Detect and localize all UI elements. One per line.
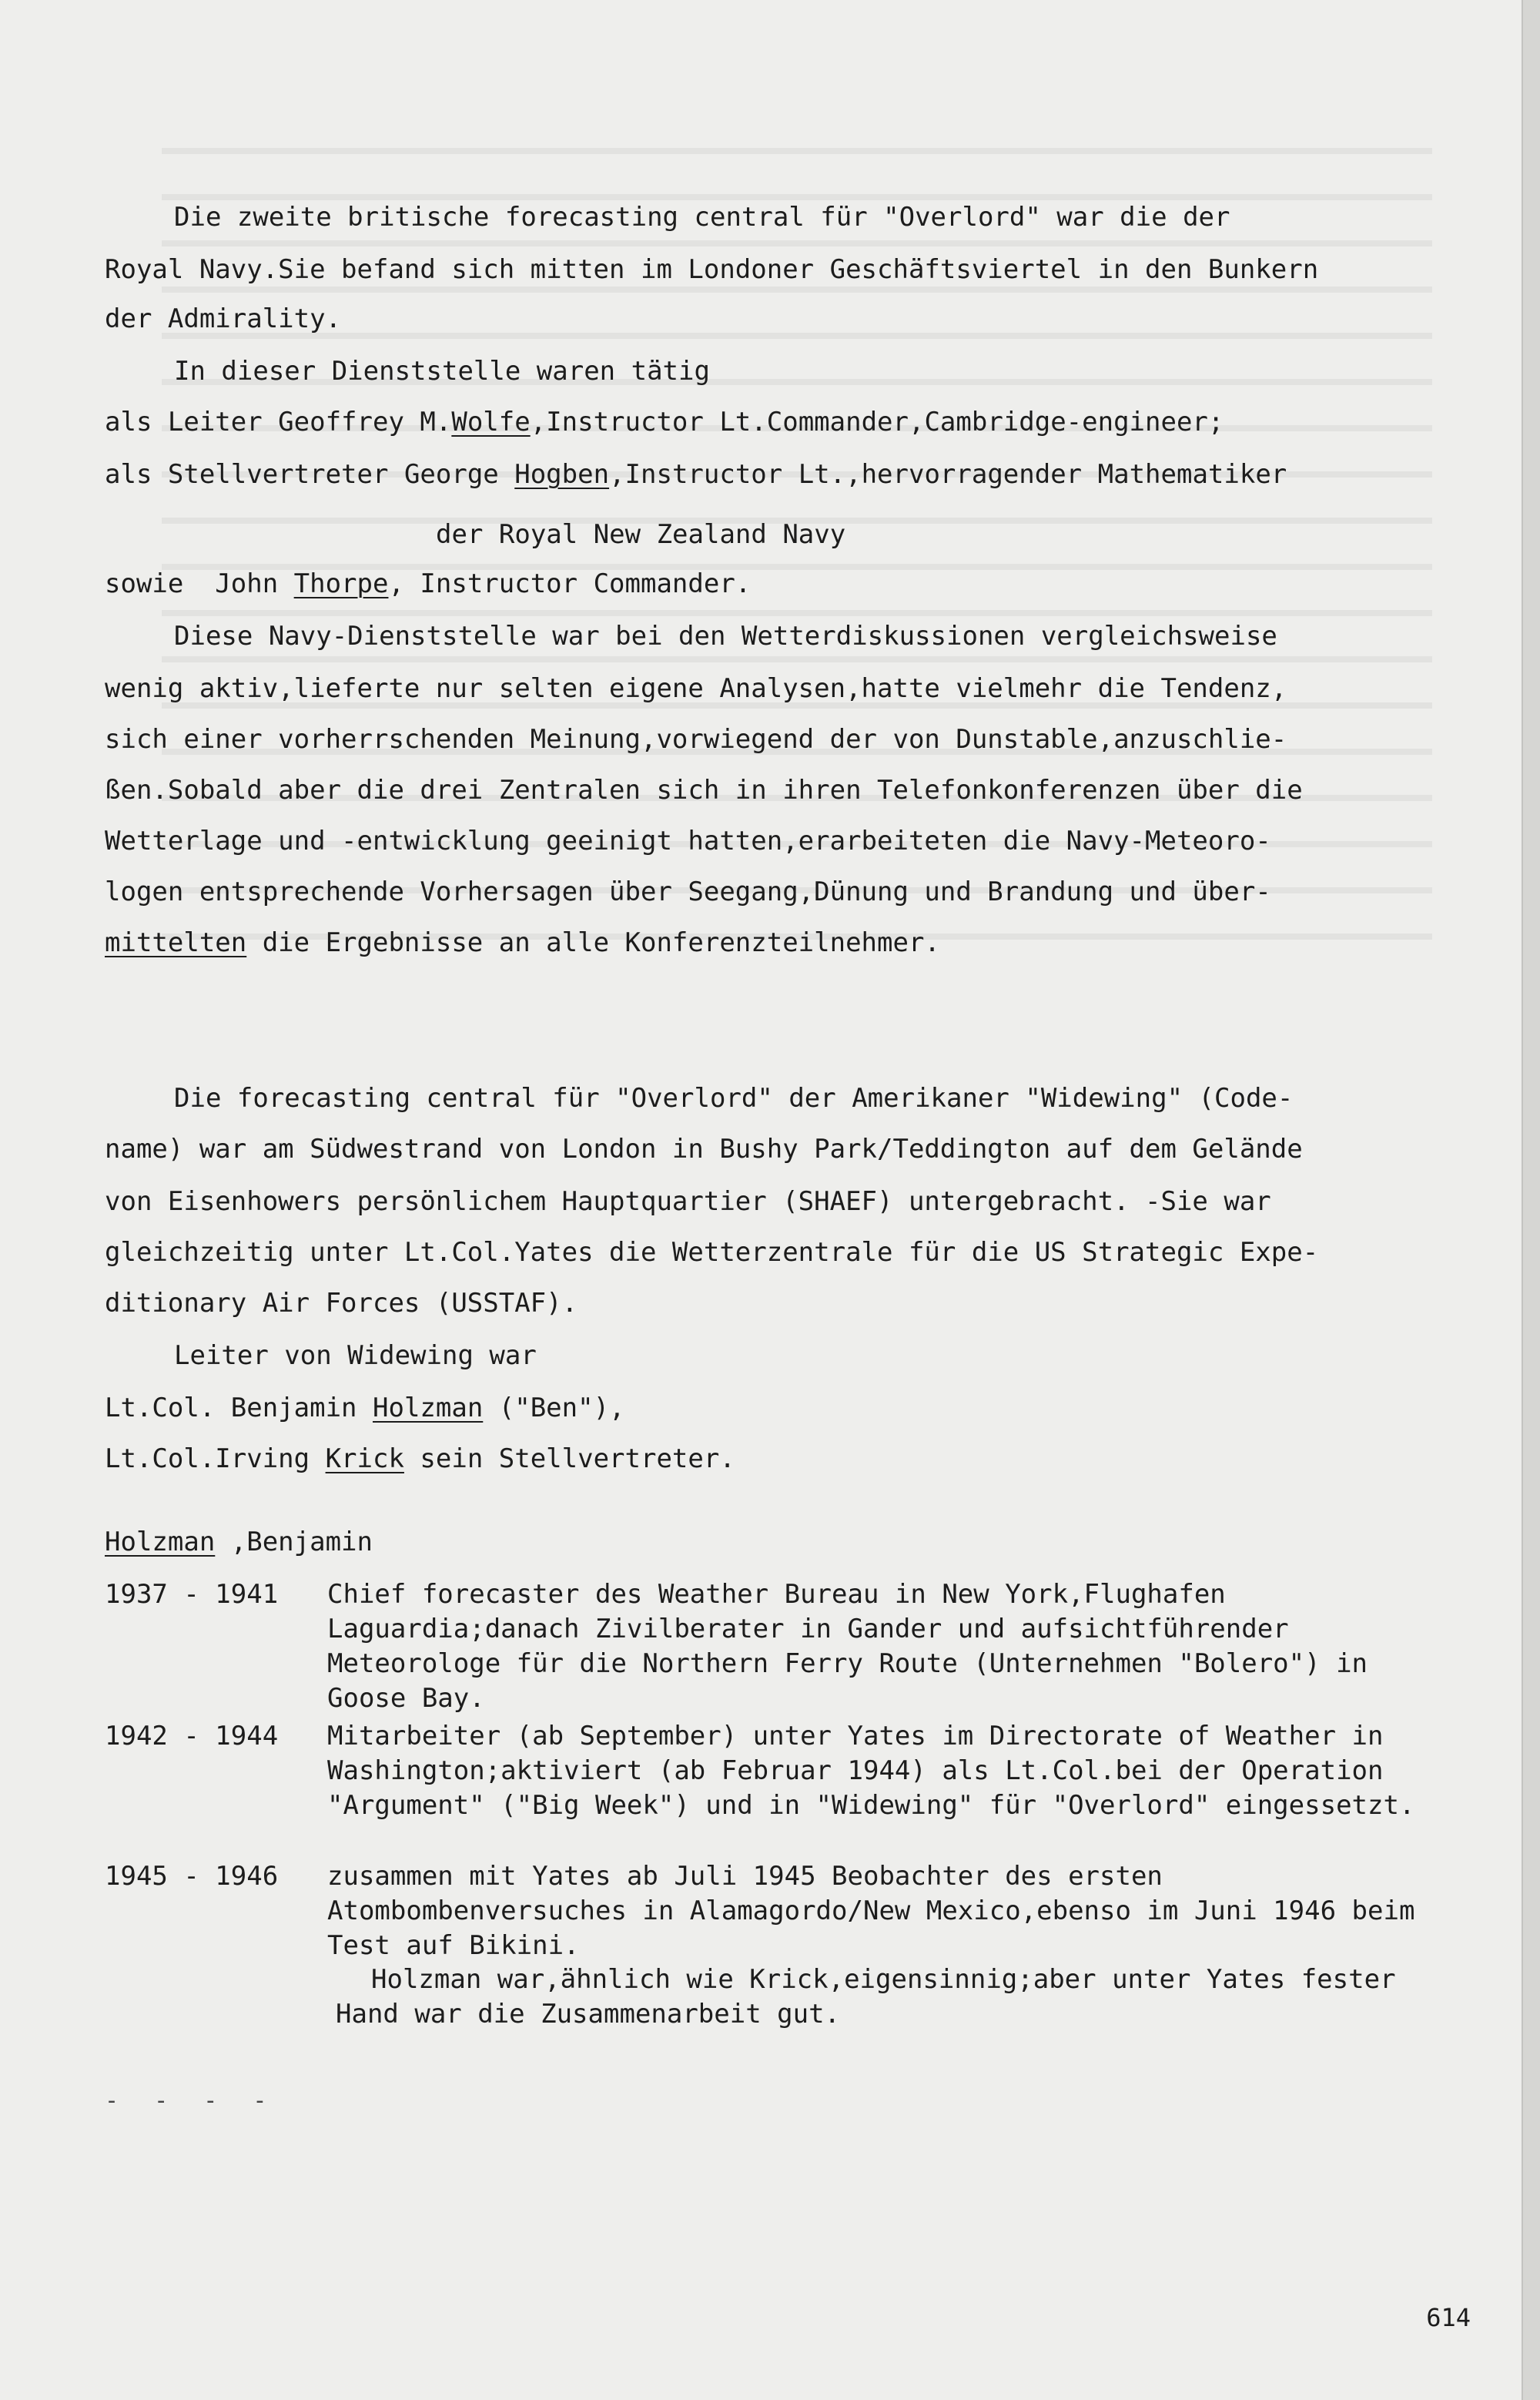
underlined-name: Holzman (373, 1393, 484, 1423)
bio-entry-text: zusammen mit Yates ab Juli 1945 Beobachter des ersten Atombombenversuches in Alamagordo/New Mexico,ebenso im Juni 1946 beim Test auf Bikini. (327, 1861, 1415, 1961)
text-line: logen entsprechende Vorhersagen über Seegang,Dünung und Brandung und über- (105, 877, 1271, 907)
staff-sowie: sowie John Thorpe, Instructor Commander. (105, 568, 752, 599)
bio-entry-text: Chief forecaster des Weather Bureau in New York,Flughafen Laguardia;danach Zivilberater in Gander und aufsichtführender Meteorologe für die Northern Ferry Route (Unternehmen "Bolero") in Goose Bay. (327, 1579, 1368, 1714)
separator-dashes: - - - - (105, 2087, 278, 2114)
bio-note: Holzman war,ähnlich wie Krick,eigensinnig;aber unter Yates fester Hand war die Zusammenarbeit gut. (336, 1964, 1396, 2030)
text-line: Die zweite britische forecasting central für "Overlord" war die der (174, 202, 1230, 233)
staff-leiter: als Leiter Geoffrey M.Wolfe,Instructor Lt.Commander,Cambridge-engineer; (105, 407, 1224, 437)
text-line: Die forecasting central für "Overlord" der Amerikaner "Widewing" (Code- (174, 1083, 1294, 1114)
text-line: Lt.Col.Irving Krick sein Stellvertreter. (105, 1443, 735, 1474)
bio-years: 1937 - 1941 (105, 1579, 279, 1610)
bio-years: 1945 - 1946 (105, 1861, 279, 1892)
text-line: mittelten die Ergebnisse an alle Konferenzteilnehmer. (105, 927, 940, 958)
text-line: Diese Navy-Dienststelle war bei den Wetterdiskussionen vergleichsweise (174, 621, 1277, 652)
text-line: name) war am Südwestrand von London in Bushy Park/Teddington auf dem Gelände (105, 1134, 1303, 1165)
underlined-name: Krick (325, 1443, 404, 1474)
bio-heading: Holzman ,Benjamin (105, 1527, 373, 1557)
staff-stellvertreter: als Stellvertreter George Hogben,Instructor Lt.,hervorragender Mathematiker (105, 459, 1287, 490)
underlined-name: Hogben (514, 459, 610, 490)
text-line: gleichzeitig unter Lt.Col.Yates die Wetterzentrale für die US Strategic Expe- (105, 1237, 1319, 1268)
bio-entry-text: Mitarbeiter (ab September) unter Yates im Directorate of Weather in Washington;aktiviert (ab Februar 1944) als Lt.Col.bei der Operation "Argument" ("Big Week") und in "Widewing" für "Overlord" eingessetzt. (327, 1721, 1415, 1821)
text-line: der Admirality. (105, 303, 342, 334)
text-line: ßen.Sobald aber die drei Zentralen sich in ihren Telefonkonferenzen über die (105, 775, 1303, 806)
page-number: 614 (1426, 2303, 1471, 2332)
text-line: ditionary Air Forces (USSTAF). (105, 1288, 578, 1319)
text-line: der Royal New Zealand Navy (436, 519, 846, 550)
text-line: Wetterlage und -entwicklung geeinigt hatten,erarbeiteten die Navy-Meteoro- (105, 826, 1271, 856)
underlined-name: Thorpe (293, 568, 389, 599)
text-line: Leiter von Widewing war (174, 1340, 537, 1371)
page-edge (1522, 0, 1540, 2400)
text-line: sich einer vorherrschenden Meinung,vorwiegend der von Dunstable,anzuschlie- (105, 724, 1287, 755)
bio-years: 1942 - 1944 (105, 1721, 279, 1751)
text-line: wenig aktiv,lieferte nur selten eigene Analysen,hatte vielmehr die Tendenz, (105, 673, 1287, 704)
text-line: Lt.Col. Benjamin Holzman ("Ben"), (105, 1393, 625, 1423)
underlined-name: Wolfe (451, 407, 531, 437)
text-line: Royal Navy.Sie befand sich mitten im Londoner Geschäftsviertel in den Bunkern (105, 254, 1319, 285)
text-line: von Eisenhowers persönlichem Hauptquartier (SHAEF) untergebracht. -Sie war (105, 1186, 1271, 1217)
text-line: In dieser Dienststelle waren tätig (174, 356, 710, 387)
